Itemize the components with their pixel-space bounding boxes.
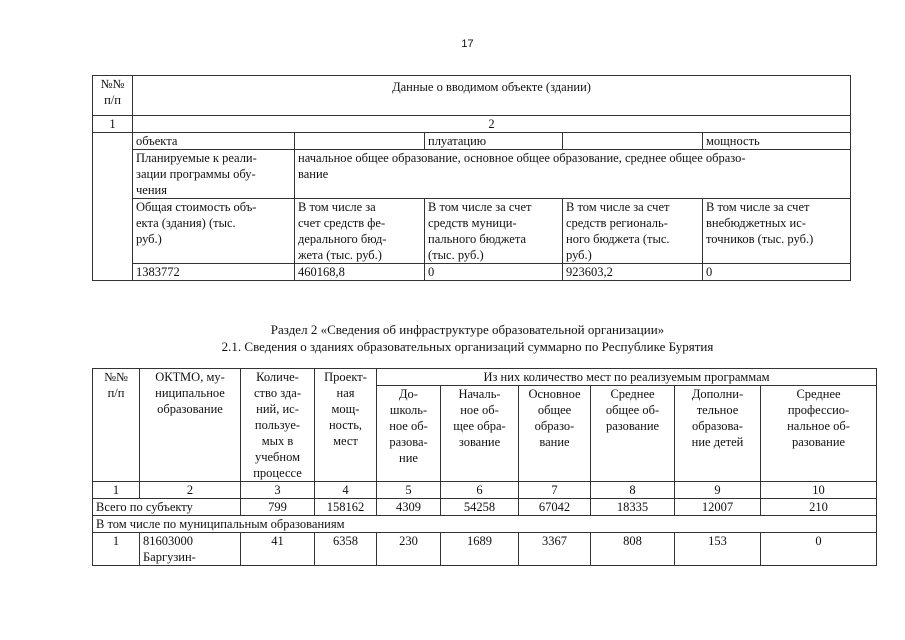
total-value: 799 <box>241 499 315 516</box>
cost-value: 1383772 <box>133 264 295 281</box>
empty-cell <box>93 133 133 281</box>
object-data-header: Данные о вводимом объекте (здании) <box>133 76 851 116</box>
additional-header: Дополни- тельное образова- ние детей <box>675 386 761 482</box>
cost-header: Общая стоимость объ- екта (здания) (тыс. руб.) <box>133 199 295 264</box>
vocational-header: Среднее профессио- нальное об- разование <box>761 386 877 482</box>
col-index: 5 <box>377 482 441 499</box>
cost-header: В том числе за счет средств фе- дерального бюд- жета (тыс. руб.) <box>295 199 425 264</box>
total-value: 210 <box>761 499 877 516</box>
preschool-header: До- школь- ное об- разова- ние <box>377 386 441 482</box>
row-num: 1 <box>93 533 140 566</box>
col-index: 2 <box>140 482 241 499</box>
col-index: 1 <box>93 482 140 499</box>
col-index: 10 <box>761 482 877 499</box>
total-label: Всего по субъекту <box>93 499 241 516</box>
cost-value: 460168,8 <box>295 264 425 281</box>
row-value: 230 <box>377 533 441 566</box>
partial-cell <box>295 133 425 150</box>
object-data-table <box>92 75 851 281</box>
places-group-header: Из них количество мест по реализуемым программам <box>377 369 877 386</box>
col-index: 1 <box>93 116 133 133</box>
cost-value: 0 <box>425 264 563 281</box>
row-value: 0 <box>761 533 877 566</box>
buildings-table <box>92 368 877 566</box>
row-value: 6358 <box>315 533 377 566</box>
row-oktmo: 81603000 Баргузин- <box>140 533 241 566</box>
secondary-header: Среднее общее об- разование <box>591 386 675 482</box>
total-value: 12007 <box>675 499 761 516</box>
col-index: 2 <box>133 116 851 133</box>
partial-cell: объекта <box>133 133 295 150</box>
cost-header: В том числе за счет внебюджетных ис- точников (тыс. руб.) <box>703 199 851 264</box>
row-value: 41 <box>241 533 315 566</box>
col-index: 6 <box>441 482 519 499</box>
partial-cell: плуатацию <box>425 133 563 150</box>
row-value: 1689 <box>441 533 519 566</box>
programs-value: начальное общее образование, основное общее образование, среднее общее образо- вание <box>295 150 851 199</box>
total-value: 54258 <box>441 499 519 516</box>
col-index: 8 <box>591 482 675 499</box>
section-title: Раздел 2 «Сведения об инфраструктуре образовательной организации» <box>270 322 665 337</box>
municipality-subheader: В том числе по муниципальным образованиям <box>93 516 877 533</box>
section-subtitle: 2.1. Сведения о зданиях образовательных организаций суммарно по Республике Бурятия <box>221 339 714 354</box>
cost-value: 0 <box>703 264 851 281</box>
col-num-header: №№ п/п <box>93 369 140 482</box>
col-index: 9 <box>675 482 761 499</box>
row-value: 3367 <box>519 533 591 566</box>
total-value: 67042 <box>519 499 591 516</box>
capacity-header: Проект- ная мощ- ность, мест <box>315 369 377 482</box>
buildings-header: Количе- ство зда- ний, ис- пользуе- мых в учебном процессе <box>241 369 315 482</box>
basic-header: Основное общее образо- вание <box>519 386 591 482</box>
primary-header: Началь- ное об- щее обра- зование <box>441 386 519 482</box>
col-index: 4 <box>315 482 377 499</box>
row-value: 153 <box>675 533 761 566</box>
programs-label: Планируемые к реали- зации программы обу- чения <box>133 150 295 199</box>
col-index: 3 <box>241 482 315 499</box>
col-index: 7 <box>519 482 591 499</box>
partial-cell: мощность <box>703 133 851 150</box>
page-number: 17 <box>461 38 474 50</box>
total-value: 158162 <box>315 499 377 516</box>
partial-cell <box>563 133 703 150</box>
row-value: 808 <box>591 533 675 566</box>
oktmo-header: ОКТМО, му- ниципальное образование <box>140 369 241 482</box>
total-value: 18335 <box>591 499 675 516</box>
table-row <box>93 533 877 566</box>
cost-value: 923603,2 <box>563 264 703 281</box>
col-num-header: №№ п/п <box>93 76 133 116</box>
total-value: 4309 <box>377 499 441 516</box>
cost-header: В том числе за счет средств муници- пального бюджета (тыс. руб.) <box>425 199 563 264</box>
cost-header: В том числе за счет средств региональ- ного бюджета (тыс. руб.) <box>563 199 703 264</box>
